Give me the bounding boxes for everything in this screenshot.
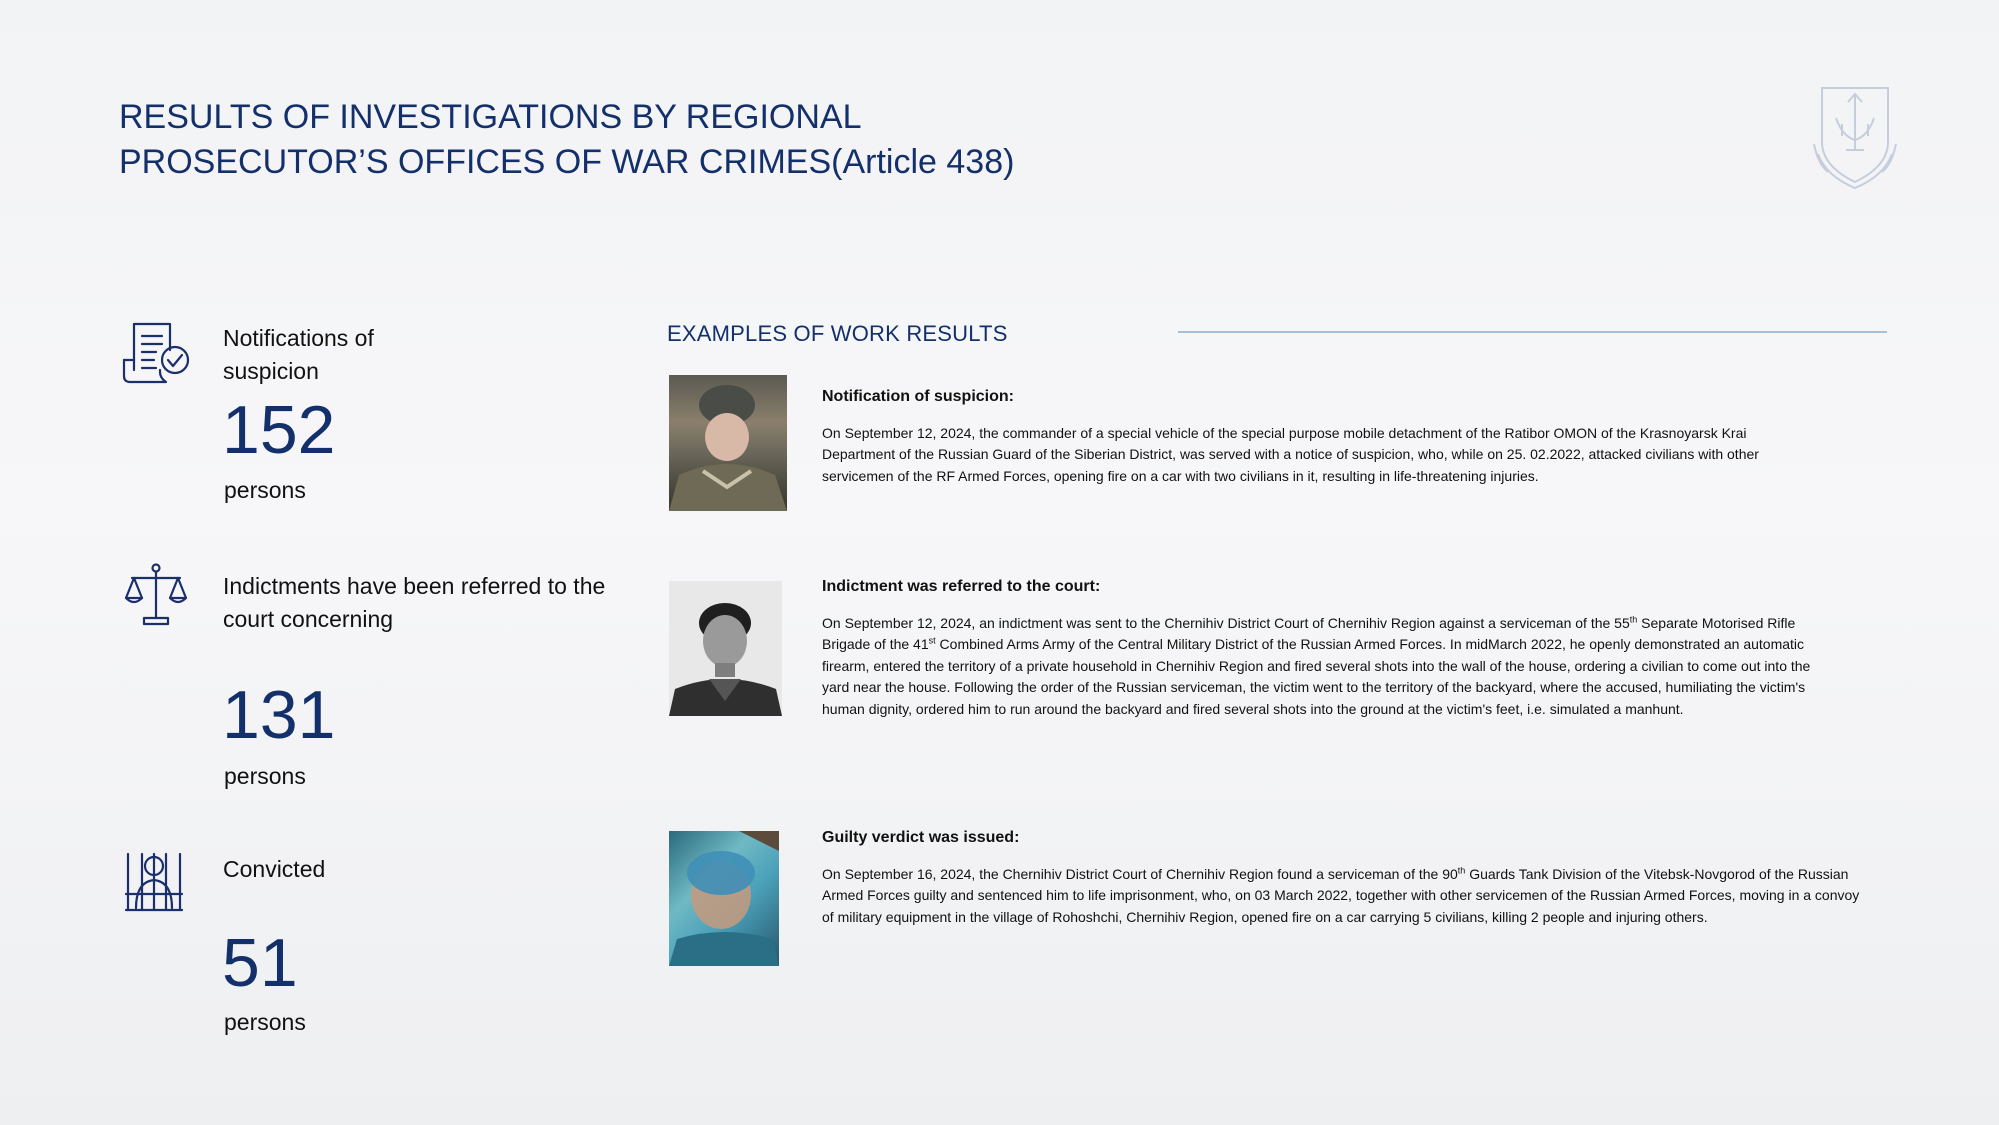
- convicted-label: Convicted: [223, 856, 326, 882]
- scales-icon: [124, 562, 188, 628]
- notifications-count: 152: [222, 392, 336, 468]
- convicted-count: 51: [222, 925, 298, 1001]
- case-1-text: On September 12, 2024, the commander of a special vehicle of the special purpose mobile detachment of the Ratibor OMON of the Krasnoyarsk Krai Department of the Russian Guard of the Siberian District, was served with a notice of suspicion, who, while on 25. 02.2022, attacked civilians with other servicemen of the RF Armed Forces, opening fire on a car with two civilians in it, resulting in life-threatening injuries.: [822, 425, 1759, 484]
- case-2-text: On September 12, 2024, an indictment was sent to the Chernihiv District Court of Chernihiv Region against a serviceman of the 55th Separate Motorised Rifle Brigade of the 41st Combined Arms Army of the Central Military District of the Russian Armed Forces. In midMarch 2022, he openly demonstrated an automatic firearm, entered the territory of a private household in Chernihiv Region and fired several shots into the wall of the house, ordering a civilian to come out into the yard near the house. Following the order of the Russian serviceman, the victim went to the territory of the backyard, where the accused, humiliating the victim's human dignity, ordered him to run around the backyard and fired several shots into the ground at the victim's feet, i.e. simulated a manhunt.: [822, 614, 1811, 717]
- indictments-count: 131: [222, 677, 336, 753]
- prosecutor-emblem-icon: [1812, 84, 1898, 190]
- page-title-line2: PROSECUTOR’S OFFICES OF WAR CRIMES(Article 438): [119, 143, 1015, 181]
- case-3-text: On September 16, 2024, the Chernihiv District Court of Chernihiv Region found a serviceman of the 90th Guards Tank Division of the Vitebsk-Novgorod of the Russian Armed Forces guilty and sentenced him to life imprisonment, who, on 03 March 2022, together with other servicemen of the Russian Armed Forces, moving in a convoy of military equipment in the village of Rohoshchi, Chernihiv Region, opened fire on a car carrying 5 civilians, killing 2 people and injuring others.: [822, 865, 1860, 925]
- convict-photo: [669, 831, 779, 966]
- section-divider: [1178, 331, 1887, 333]
- convicted-unit: persons: [224, 1009, 306, 1035]
- notifications-unit: persons: [224, 477, 306, 503]
- examples-heading: EXAMPLES OF WORK RESULTS: [667, 321, 1008, 346]
- notifications-label: Notifications of suspicion: [223, 325, 374, 384]
- prison-bars-icon: [124, 852, 184, 912]
- page-title-line1: RESULTS OF INVESTIGATIONS BY REGIONAL: [119, 98, 862, 136]
- document-check-icon: [120, 320, 192, 384]
- case-2-title: Indictment was referred to the court:: [822, 578, 1101, 595]
- indictments-label: Indictments have been referred to the court concerning: [223, 573, 606, 632]
- page-title: [119, 95, 1014, 185]
- suspect-photo-2: [669, 581, 782, 716]
- indictments-unit: persons: [224, 763, 306, 789]
- case-3-title: Guilty verdict was issued:: [822, 829, 1020, 846]
- case-1-title: Notification of suspicion:: [822, 388, 1014, 405]
- suspect-photo-1: [669, 375, 787, 511]
